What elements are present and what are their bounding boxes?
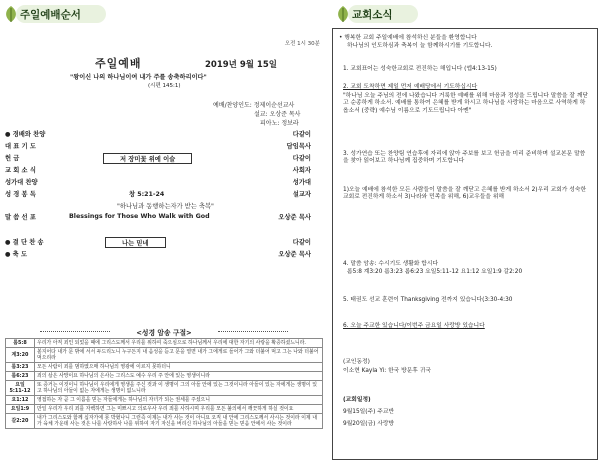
- table-row: 갈2:20 내가 그리스도와 함께 십자가에 못 박혔나니 그런즉 이제는 내가 사는 것이 아니요 오직 내 안에 그리스도께서 사시는 것이라 이제 내가 육체 가운데 사는 것은 나를 사랑하사 나를 위하여 자기 자신을 버리신 하나님의 아들을 믿는 믿음 안에서 사는 것이라: [6, 414, 323, 429]
- news-box: [332, 28, 598, 460]
- order-row: 교 회 소 식 사회자: [5, 167, 311, 174]
- church-news-panel: [332, 0, 598, 462]
- schedule-item: 9월20일(금) 사랑방: [343, 421, 395, 427]
- schedule-head: (교회일정): [343, 397, 371, 403]
- order-row: ● 축 도 오상준 목사: [5, 251, 311, 258]
- table-row: 요1:12 영접하는 자 곧 그 이름을 믿는 자들에게는 하나님의 자녀가 되는 권세를 주셨으니: [6, 396, 323, 405]
- worship-leader: 예배/찬양인도: 정제이순선교사: [213, 102, 295, 109]
- order-row: ● 경배와 찬양 다같이: [5, 131, 311, 138]
- welcome-text-2: 하나님의 인도하심과 축복이 늘 함께하시기를 기도합니다.: [347, 43, 493, 49]
- sermon-title: "하나님과 동행하는자가 받는 축복": [117, 203, 214, 210]
- news-item-1: 1. 교회표어는 성숙한교회로 전진하는 해입니다 (엡4:13-15): [343, 66, 497, 72]
- worship-order-title: 주일예배순서: [20, 8, 81, 21]
- news-item-4-refs: 롬5:8 계3:20 롬3:23 롬6:23 요일5:11-12 요1:12 요일1:9 갈2:20: [347, 269, 523, 275]
- order-row: [5, 201, 311, 212]
- memory-verse-table: [5, 338, 323, 429]
- table-row: 롬3:23 모든 사람이 죄를 범하였으매 하나님의 영광에 이르지 못하더니: [6, 363, 323, 372]
- table-row: 요일 5:11-12 또 증거는 이것이니 하나님이 우리에게 영생을 주신 것과 이 생명이 그의 아들 안에 있는 그것이니라 아들이 있는 자에게는 생명이 있고 하나님의 아들이 없는 자에게는 생명이 없느니라: [6, 381, 323, 396]
- sermon-title-english: Blessings for Those Who Walk with God: [69, 213, 210, 220]
- service-title: 주일예배: [95, 57, 142, 70]
- news-item-4: 4. 말씀 암송: 수시기도 생활화 합시다: [343, 261, 439, 267]
- news-item-3-head: 3. 성가연습 또는 찬양팀 연습후에 자리에 앉아 주보를 보고 헌금을 미리 준비하며 설교본문 말씀을 찾아 읽어보고 하나님께 집중하며 기도합니다: [343, 151, 586, 165]
- order-row: 말 씀 선 포 Blessings for Those Who Walk with God 오상준 목사: [5, 213, 311, 221]
- pianist: 피아노: 정보라: [260, 120, 299, 127]
- worship-order-header: [2, 2, 81, 26]
- theme-quote: "왕이신 나의 하나님이여 내가 주를 송축하리이다": [70, 74, 207, 81]
- news-item-5: 5. 태권도 선교 훈련이 Thanksgiving 전까지 있습니다(3:30-4:30: [343, 297, 513, 303]
- visitors-text: 이소현 Kayla Yi: 한국 방문후 귀국: [343, 368, 431, 374]
- scripture-reading: 창 5:21-24: [129, 191, 165, 198]
- order-row: 헌 금 저 장미꽃 위에 이슬 다같이: [5, 155, 311, 163]
- table-row: 계3:20 볼지어다 내가 문 밖에 서서 두드리노니 누구든지 내 음성을 듣고 문을 열면 내가 그에게로 들어가 그와 더불어 먹고 그는 나와 더불어 먹으리라: [6, 348, 323, 363]
- service-date: 2019년 9월 15일: [205, 60, 277, 70]
- theme-quote-ref: (시편 145:1): [148, 83, 181, 89]
- table-row: 요일1:9 만일 우리가 우리 죄를 자백하면 그는 미쁘시고 의로우사 우리 죄를 사하시며 우리를 모든 불의에서 깨끗하게 하실 것이요: [6, 405, 323, 414]
- table-row: 롬6:23 죄의 삯은 사망이요 하나님의 은사는 그리스도 예수 우리 주 안에 있는 영생이니라: [6, 372, 323, 381]
- church-news-header: [334, 2, 393, 26]
- order-row: 성가대 찬양 성가대: [5, 179, 311, 186]
- news-item-3-body: 1)오늘 예배에 참석한 모든 사람들이 말씀을 잘 깨닫고 은혜를 받게 하소서 2)우리 교회가 성숙한 교회로 전진하게 하소서 3)나라와 민족을 위해, 6)교우들을 위해: [343, 187, 587, 201]
- offering-hymn: 저 장미꽃 위에 이슬: [103, 153, 192, 164]
- order-row: ● 결 단 찬 송 나는 믿네 다같이: [5, 239, 311, 247]
- news-item-2-body: "하나님 오늘 주님의 전에 나왔습니다 거룩한 예배를 위해 마음과 정성을 드립니다 말씀을 잘 깨닫고 순종하게 하소서. 예배를 통하여 은혜를 받게 하시고 하나님을 사랑하는 마음으로 사역하게 하옵소서 (중략) 예수님 이름으로 기도드립니다 아멘": [343, 93, 589, 114]
- verse-section-title: <성경 암송 구절>: [0, 327, 328, 337]
- order-row: 대 표 기 도 담임목사: [5, 143, 311, 150]
- preacher: 설교: 오상준 목사: [254, 111, 301, 118]
- welcome-text: • 행복한 교회 주일예배에 참석하신 분들을 환영합니다: [339, 35, 477, 41]
- news-item-2-head: 2. 교회 도착하면 제일 먼저 예배당에서 기도하십시다: [343, 84, 478, 90]
- church-news-title: 교회소식: [352, 8, 393, 21]
- schedule-item: 9월15일(주) 주교반: [343, 409, 395, 415]
- news-item-6: 6. 오늘 주교한 있습니다/이번주 금요일 사랑방 있습니다: [343, 323, 485, 329]
- visitors-head: (교인동정): [343, 359, 370, 365]
- closing-hymn: 나는 믿네: [105, 237, 166, 248]
- service-time: 오전 1시 30분: [284, 41, 320, 47]
- table-row: 롬5:8 우리가 아직 죄인 되었을 때에 그리스도께서 우리를 위하여 죽으심으로 하나님께서 우리에 대한 자기의 사랑을 확증하셨느니라.: [6, 339, 323, 348]
- order-row: 성 경 봉 독 창 5:21-24 설교자: [5, 191, 311, 198]
